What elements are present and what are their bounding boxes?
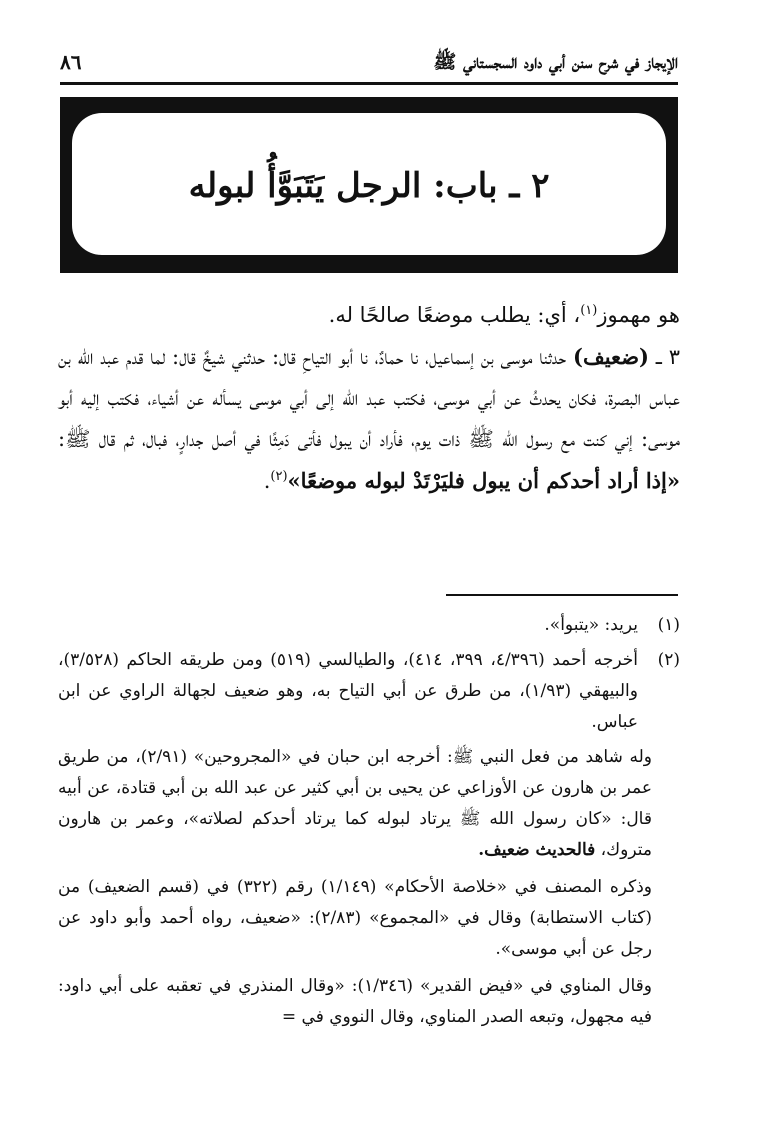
footnote-2-paragraph-2 — [58, 742, 680, 866]
footnotes — [58, 610, 680, 1039]
footnote-ref-2: (٢) — [270, 469, 288, 484]
hadith-number: ٣ ـ — [655, 345, 680, 369]
hadith-text: حدثنا موسى بن إسماعيل، نا حمادٌ، نا أبو التياحِ قال: حدثني شيخٌ قال: لما قدم عبد الله بن عباس البصرة، فكان يحدثُ عن أبي موسى، فكتب عبد الله إلى أبي موسى يسأله عن أشياء، فكتب إليه أبو موسى: إني كنت مع رسول الله ﷺ ذات يوم، فأراد أن يبول فأتى دَمِثًا في أصل جدارٍ، فبال، ثم قال ﷺ: — [58, 345, 680, 451]
footnote-2-paragraph-1: أخرجه أحمد (٤/٣٩٦، ٣٩٩، ٤١٤)، والطيالسي (٥١٩) ومن طريقه الحاكم (٣/٥٢٨)، والبيهقي (١/٩٣)، من طرق عن أبي التياح به، وهو ضعيف لجهالة الراوي عن ابن عباس. — [58, 650, 638, 732]
page-header — [60, 38, 678, 85]
hadith-paragraph — [58, 336, 680, 502]
footnote-ref-1: (١) — [580, 303, 598, 318]
hadith-end: . — [263, 469, 271, 493]
footnote-separator — [446, 594, 678, 596]
footnote-1-text: يريد: «يتبوأ». — [544, 615, 638, 635]
hadith-grade: (ضعيف) — [573, 344, 649, 369]
footnote-2-number: (٢) — [657, 650, 680, 670]
intro-paragraph — [58, 295, 680, 336]
chapter-heading-frame — [60, 97, 678, 273]
footnote-2-verdict: فالحديث ضعيف. — [478, 840, 596, 860]
footnote-2-paragraph-3: وذكره المصنف في «خلاصة الأحكام» (١/١٤٩) رقم (٣٢٢) في (قسم الضعيف) من (كتاب الاستطابة) وقال في «المجموع» (٢/٨٣): «ضعيف، رواه أحمد وأبو داود عن رجل عن أبي موسى». — [58, 877, 653, 959]
intro-text: هو مهموز — [597, 303, 680, 327]
footnote-2 — [58, 645, 680, 738]
chapter-heading-panel — [72, 113, 666, 255]
footnote-1 — [58, 610, 680, 641]
footnote-1-number: (١) — [657, 615, 680, 635]
hadith-quote: «إذا أراد أحدكم أن يبول فليَرْتَدْ لبوله موضعًا» — [287, 468, 680, 493]
main-text — [58, 295, 680, 502]
chapter-title: ٢ ـ باب: الرجل يَتَبَوَّأُ لبوله — [188, 166, 550, 206]
intro-text-end: ، أي: يطلب موضعًا صالحًا له. — [328, 303, 581, 327]
page-number: ٨٦ — [60, 50, 82, 74]
footnote-2-paragraph-2-text: وله شاهد من فعل النبي ﷺ: أخرجه ابن حبان في «المجروحين» (٢/٩١)، من طريق عمر بن هارون عن الأوزاعي عن يحيى بن أبي كثير عن عبد الله بن أبي قتادة، عن أبيه قال: «كان رسول الله ﷺ يرتاد لبوله كما يرتاد أحدكم لصلاته»، وعمر بن هارون متروك، — [58, 747, 653, 860]
footnote-2-paragraph-4: وقال المناوي في «فيض القدير» (١/٣٤٦): «وقال المنذري في تعقبه على أبي داود: فيه مجهول، وتبعه الصدر المناوي، وقال النووي في = — [58, 976, 652, 1027]
running-title: الإيجاز في شرح سنن أبي داود السجستاني ﷺ — [433, 51, 678, 73]
